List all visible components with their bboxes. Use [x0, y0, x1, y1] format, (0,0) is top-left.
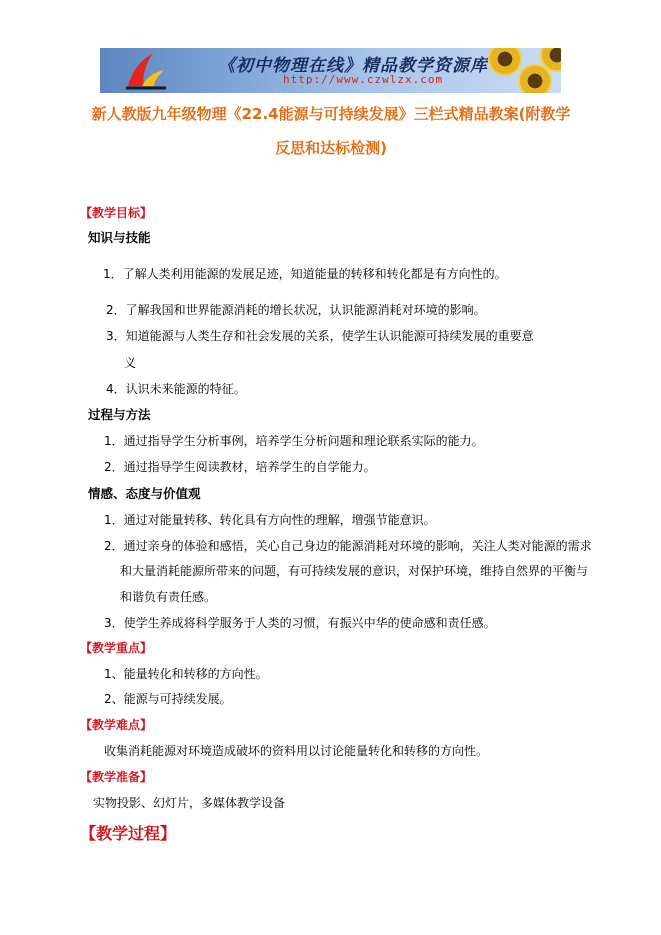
knowledge-item: 3．知道能源与人类生存和社会发展的关系，使学生认识能源可持续发展的重要意	[106, 329, 534, 343]
knowledge-item: 义	[124, 356, 137, 370]
banner-title: 《初中物理在线》精品教学资源库	[218, 56, 488, 76]
knowledge-skills-heading: 知识与技能	[88, 230, 151, 245]
emotion-item: 和谐负有责任感。	[120, 590, 217, 604]
site-logo-icon	[122, 52, 168, 90]
sunflower-icon	[488, 48, 522, 76]
emotion-values-heading: 情感、态度与价值观	[88, 486, 201, 501]
emotion-item: 1．通过对能量转移、转化具有方向性的理解，增强节能意识。	[104, 513, 436, 527]
knowledge-item: 2．了解我国和世界能源消耗的增长状况，认识能源消耗对环境的影响。	[106, 303, 486, 317]
document-title-line1: 新人教版九年级物理《22.4能源与可持续发展》三栏式精品教案(附教学	[91, 105, 571, 123]
preparation-text: 实物投影、幻灯片，多媒体教学设备	[93, 796, 286, 810]
process-item: 2．通过指导学生阅读教材，培养学生的自学能力。	[104, 460, 376, 474]
process-methods-heading: 过程与方法	[88, 407, 151, 422]
teaching-goals-tag: 【教学目标】	[80, 206, 153, 220]
key-point-item: 1、能量转化和转移的方向性。	[104, 667, 268, 681]
process-item: 1．通过指导学生分析事例，培养学生分析问题和理论联系实际的能力。	[104, 434, 484, 448]
knowledge-item: 1．了解人类利用能源的发展足迹，知道能量的转移和转化都是有方向性的。	[103, 267, 507, 281]
difficulty-text: 收集消耗能源对环境造成破坏的资料用以讨论能量转化和转移的方向性。	[104, 744, 489, 758]
document-title-line2: 反思和达标检测)	[275, 139, 387, 157]
banner-url[interactable]: http://www.czwlzx.com	[283, 73, 444, 86]
difficulty-tag: 【教学难点】	[80, 718, 153, 732]
key-point-item: 2、能源与可持续发展。	[104, 692, 232, 706]
preparation-tag: 【教学准备】	[80, 770, 153, 784]
teaching-process-tag: 【教学过程】	[80, 824, 177, 843]
emotion-item: 2．通过亲身的体验和感悟，关心自己身边的能源消耗对环境的影响，关注人类对能源的需求	[104, 539, 592, 553]
emotion-item: 和大量消耗能源所带来的问题，有可持续发展的意识，对保护环境，维持自然界的平衡与	[120, 564, 589, 578]
emotion-item: 3．使学生养成将科学服务于人类的习惯，有振兴中华的使命感和责任感。	[104, 616, 496, 630]
knowledge-item: 4．认识未来能源的特征。	[106, 382, 246, 396]
header-banner	[100, 48, 561, 93]
key-points-tag: 【教学重点】	[80, 641, 153, 655]
